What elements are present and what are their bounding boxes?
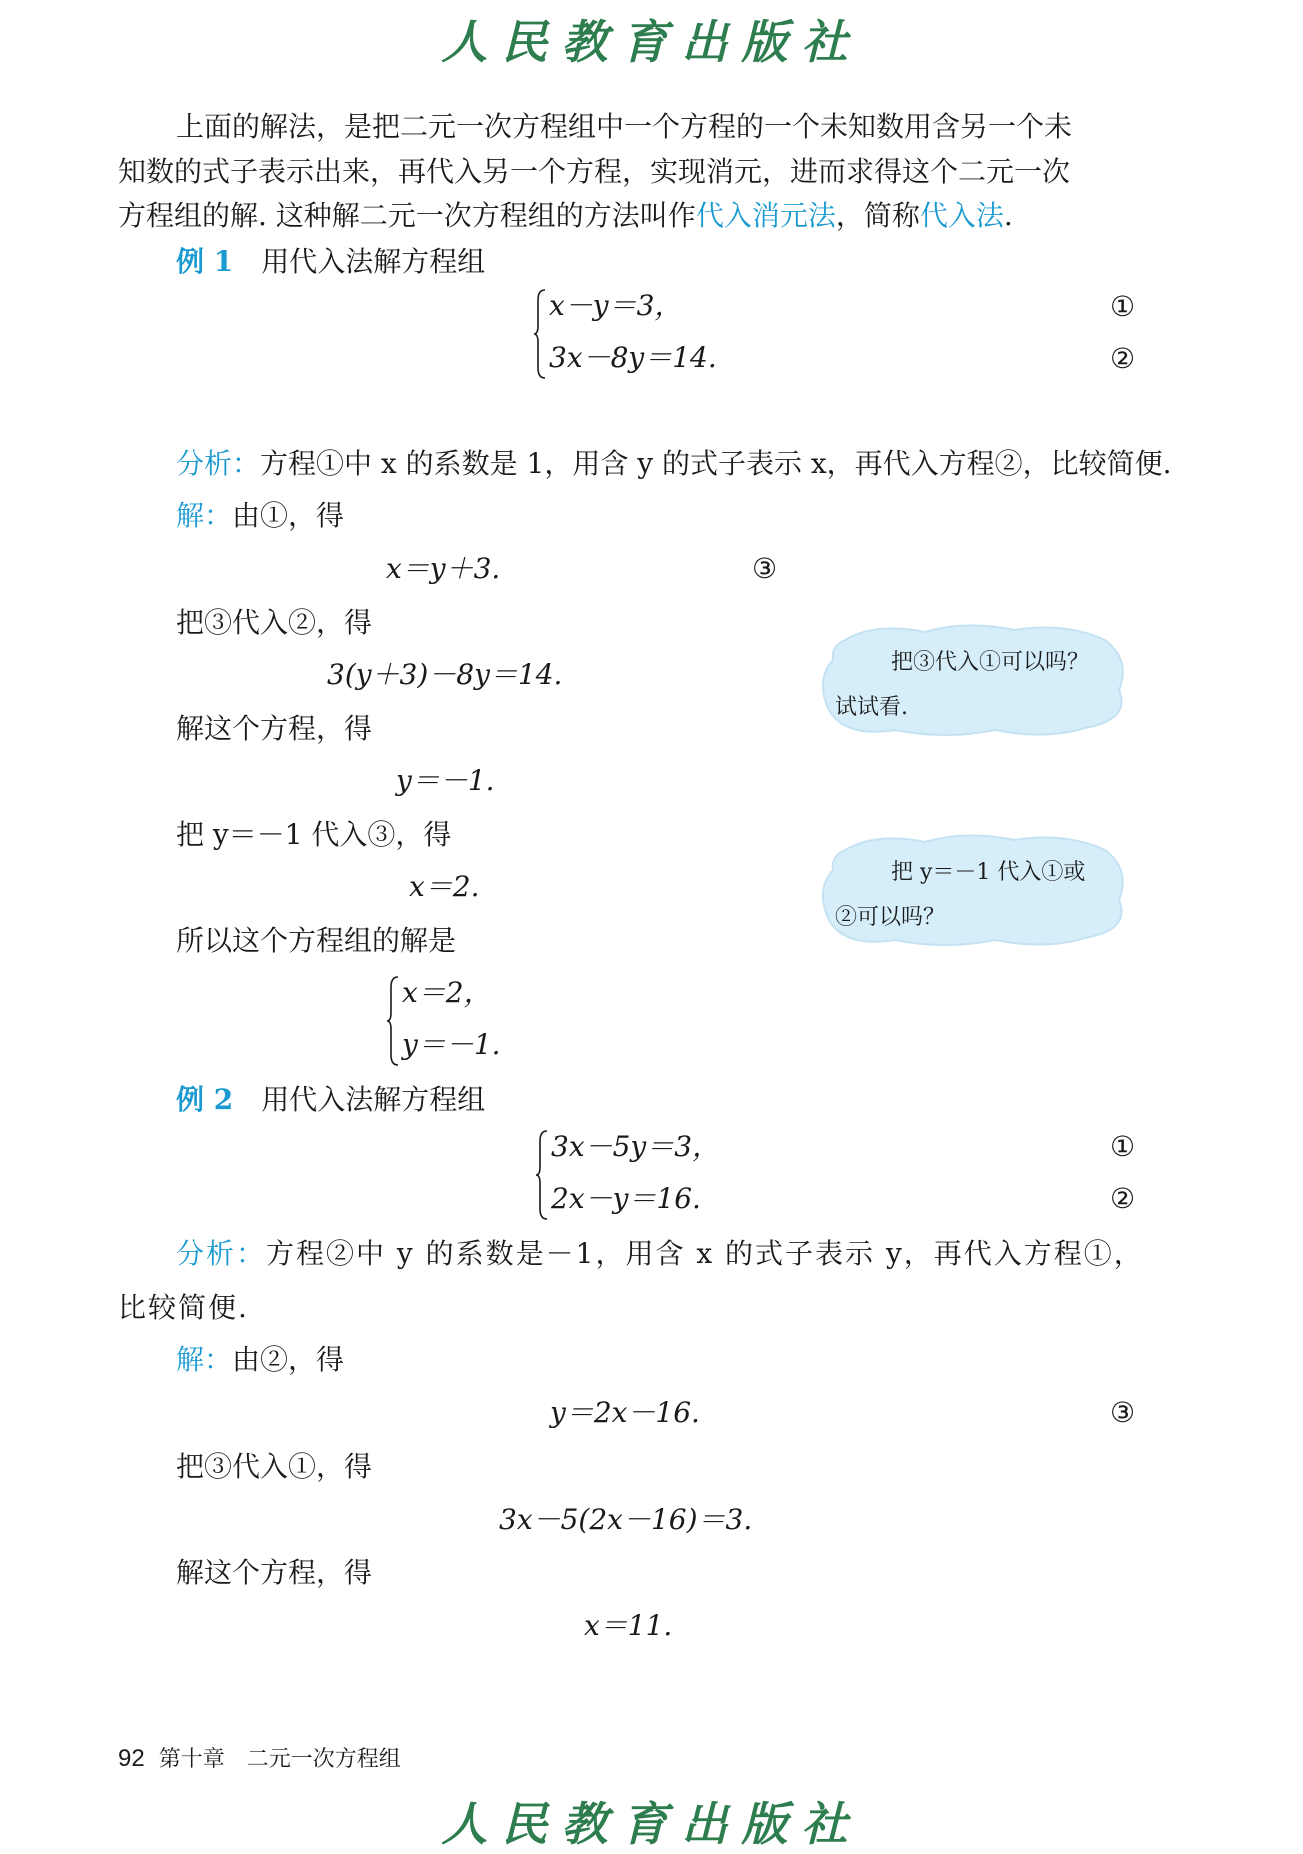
brace-icon — [533, 288, 547, 380]
thought-bubble-1-line-2: 试试看. — [835, 695, 908, 720]
example1-analysis-label: 分析： — [176, 447, 261, 480]
example2-eq-number-3: ③ — [1110, 1396, 1136, 1429]
example1-step-1: 由①，得 — [232, 499, 345, 532]
example1-step-5: 所以这个方程组的解是 — [176, 924, 457, 957]
example1-equation-4: 3(y＋3)－8y＝14. — [327, 658, 563, 691]
example1-equation-2: 3x－8y＝14. — [549, 341, 717, 374]
example1-eq-number-3: ③ — [752, 552, 778, 585]
example1-eq-number-1: ① — [1110, 290, 1136, 323]
brace-icon — [535, 1129, 549, 1221]
intro-line-1: 上面的解法，是把二元一次方程组中一个方程的一个未知数用含另一个未 — [176, 110, 1073, 143]
example2-solution-label: 解： — [176, 1343, 233, 1376]
example2-label: 例 2 — [176, 1083, 234, 1116]
thought-bubble-1-line-1: 把③代入①可以吗？ — [891, 650, 1090, 675]
example2-equation-3: y＝2x－16. — [550, 1396, 700, 1429]
example1-equation-6: x＝2. — [409, 870, 480, 903]
term-substitution-elimination: 代入消元法 — [695, 199, 836, 232]
example1-label: 例 1 — [176, 245, 234, 278]
thought-bubble-2-line-1: 把 y＝－1 代入①或 — [891, 860, 1086, 885]
example2-analysis-line-1 — [176, 1234, 1144, 1274]
intro-line-3-b: ，简称 — [835, 199, 920, 232]
example1-answer-1: x＝2， — [402, 976, 492, 1009]
term-substitution-method: 代入法 — [919, 199, 1004, 232]
example2-analysis-text-1: 方程②中 y 的系数是－1，用含 x 的式子表示 y，再代入方程①， — [266, 1237, 1144, 1270]
example2-equation-5: x＝11. — [584, 1609, 673, 1642]
example1-system — [533, 286, 733, 386]
example1-equation-5: y＝－1. — [396, 764, 495, 797]
page-number: 92 — [118, 1745, 145, 1772]
intro-line-3-a: 方程组的解. 这种解二元一次方程组的方法叫作 — [118, 199, 696, 232]
example2-heading — [176, 1080, 485, 1120]
thought-bubble-1 — [815, 620, 1133, 738]
example2-equation-4: 3x－5(2x－16)＝3. — [499, 1503, 753, 1536]
example2-eq-number-1: ① — [1110, 1130, 1136, 1163]
example2-analysis-label: 分析： — [176, 1237, 267, 1270]
example1-step-4: 把 y＝－1 代入③，得 — [176, 818, 452, 851]
example1-prompt: 用代入法解方程组 — [261, 245, 486, 278]
example2-eq-number-2: ② — [1110, 1182, 1136, 1215]
chapter-title: 第十章 二元一次方程组 — [158, 1746, 401, 1771]
example1-heading — [176, 242, 485, 282]
example1-analysis — [176, 444, 1172, 484]
example2-prompt: 用代入法解方程组 — [261, 1083, 486, 1116]
example2-solution-start — [176, 1340, 344, 1380]
example1-equation-1: x－y＝3， — [549, 289, 683, 322]
example2-step-1: 由②，得 — [232, 1343, 345, 1376]
thought-bubble-1-text — [835, 640, 1125, 730]
example2-step-2: 把③代入①，得 — [176, 1450, 373, 1483]
example2-step-3: 解这个方程，得 — [176, 1556, 373, 1589]
example2-equation-1: 3x－5y＝3， — [551, 1130, 721, 1163]
intro-line-3-c: . — [1003, 199, 1013, 232]
example2-equation-2: 2x－y＝16. — [551, 1182, 701, 1215]
example1-answer-2: y＝－1. — [402, 1028, 501, 1061]
publisher-logo-top: 人民教育出版社 — [441, 15, 862, 69]
page-footer — [118, 1742, 401, 1773]
brace-icon — [386, 975, 400, 1067]
example1-step-3: 解这个方程，得 — [176, 712, 373, 745]
thought-bubble-2 — [815, 830, 1133, 948]
example1-step-2: 把③代入②，得 — [176, 606, 373, 639]
example1-solution-start — [176, 496, 344, 536]
example1-equation-3: x＝y＋3. — [386, 552, 501, 585]
publisher-logo-bottom: 人民教育出版社 — [441, 1797, 862, 1851]
example1-analysis-text: 方程①中 x 的系数是 1，用含 y 的式子表示 x，再代入方程②，比较简便. — [260, 447, 1172, 480]
intro-line-2: 知数的式子表示出来，再代入另一个方程，实现消元，进而求得这个二元一次 — [118, 155, 1071, 188]
thought-bubble-2-text — [835, 850, 1125, 940]
example1-eq-number-2: ② — [1110, 342, 1136, 375]
intro-line-3 — [118, 196, 1013, 236]
thought-bubble-2-line-2: ②可以吗？ — [835, 905, 946, 930]
example2-analysis-line-2: 比较简便. — [118, 1291, 249, 1324]
example1-solution-label: 解： — [176, 499, 233, 532]
example1-answer-system — [386, 973, 536, 1073]
example2-system — [535, 1127, 755, 1227]
